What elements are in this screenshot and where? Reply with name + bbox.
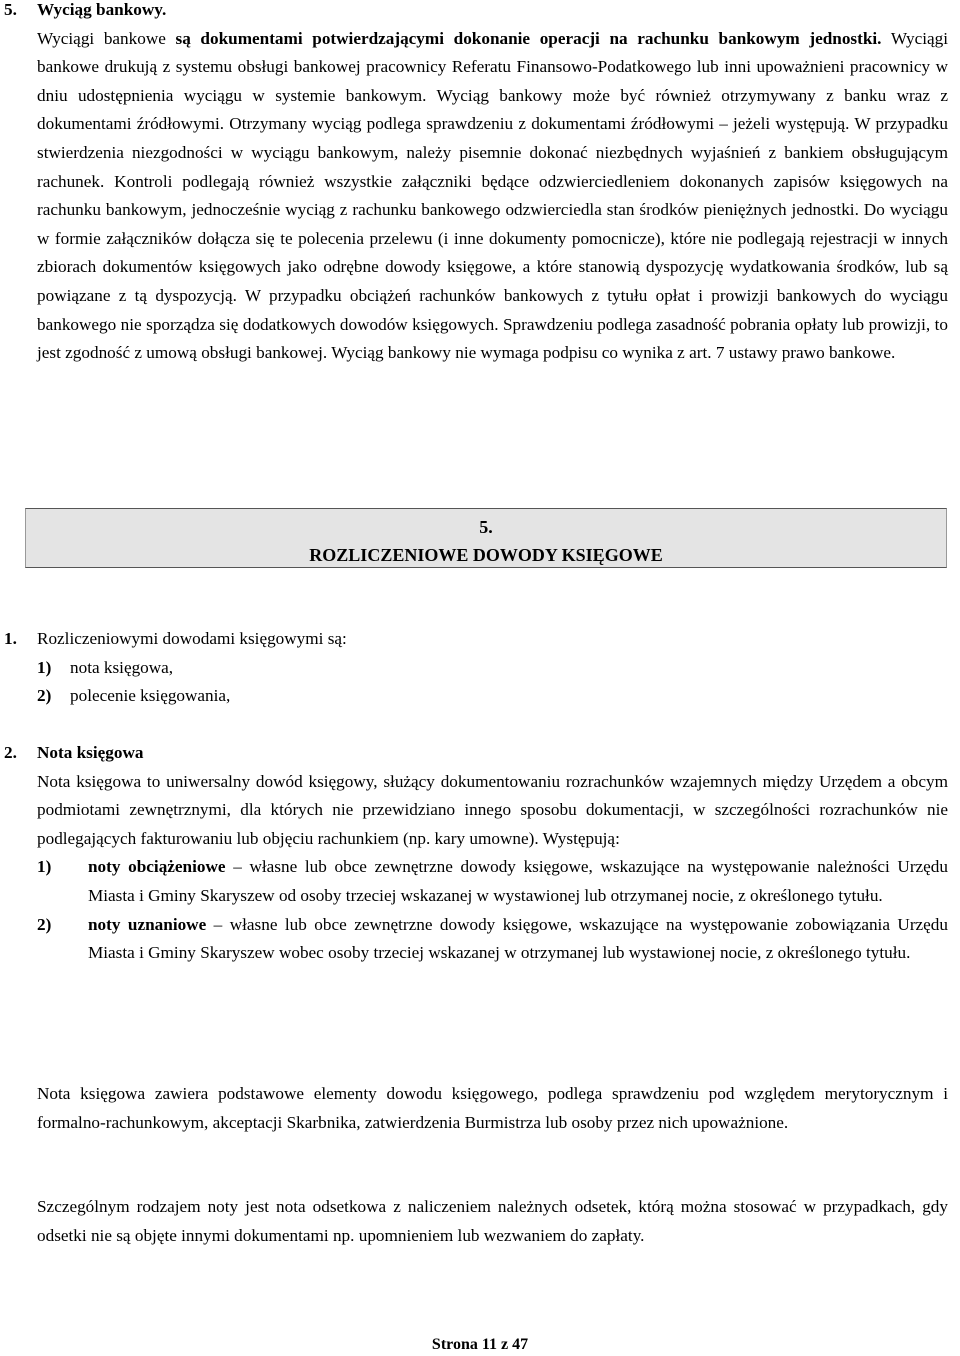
- item-2-sub-2-description: – własne lub obce zewnętrzne dowody księgowe, wskazujące na występowanie zobowiązania Urzędu Miasta i Gminy Skaryszew wobec osoby trzeciej wskazanej w otrzymanej lub wystawionej nocie, z określonego tytułu.: [88, 914, 948, 963]
- note-paragraph-2: Szczególnym rodzajem noty jest nota odsetkowa z naliczeniem należnych odsetek, którą można stosować w przypadkach, gdy odsetki nie są objęte innymi dokumentami np. upomnieniem lub wezwaniem do zapłaty.: [37, 1197, 948, 1245]
- item-1-sub-1: [37, 654, 948, 683]
- item-2-sub-2-text: [88, 911, 948, 968]
- item-1-sub-1-number: 1): [37, 657, 52, 677]
- item-2-sub-1-number: 1): [37, 857, 52, 877]
- item-2-number: 2.: [4, 743, 17, 762]
- item-1-number: 1.: [4, 629, 17, 648]
- body-bold-statement: są dokumentami potwierdzającymi dokonanie operacji na rachunku bankowym jednostki.: [175, 28, 882, 48]
- item-1-text: Rozliczeniowymi dowodami księgowymi są:: [37, 629, 347, 648]
- item-2-sub-2-number: 2): [37, 914, 52, 934]
- item-1-sub-2-number: 2): [37, 686, 52, 706]
- item-1-sub-2: [37, 682, 948, 711]
- item-1-sub-2-text: polecenie księgowania,: [70, 686, 231, 706]
- section-heading: Wyciąg bankowy.: [37, 0, 167, 19]
- chapter-number: 5.: [479, 517, 493, 537]
- page-number: Strona 11 z 47: [431, 1336, 529, 1353]
- item-1: [0, 625, 960, 711]
- body-text-3: Kontroli podlegają również wszystkie załączniki będące odzwierciedleniem dokonanych zapisów księgowych na rachunku bankowym, jednocześnie wyciąg z rachunku bankowego odzwierciedla stan środków pieniężnych jednostki. Do wyciągu w formie załączników dołącza się te polecenia przelewu (i inne dokumenty pomocnicze), które nie podlegają rejestracji w innych zbiorach dokumentów księgowych jako odrębne dowody księgowe, a które stanowią dyspozycję wydatkowania środków, lub są powiązane z tą dyspozycją. W przypadku obciążeń rachunków bankowych z tytułu opłat i prowizji bankowych do wyciągu bankowego nie sporządza się dodatkowych dowodów księgowych. Sprawdzeniu podlega zasadność pobrania opłaty lub prowizji, to jest zgodność z umową obsługi bankowej. Wyciąg bankowy nie wymaga podpisu co wynika z art. 7 ustawy prawo bankowe.: [37, 171, 948, 363]
- item-2-sub-1-term: noty obciążeniowe: [88, 857, 226, 877]
- section-heading-row: [0, 0, 960, 25]
- note-paragraph-1: Nota księgowa zawiera podstawowe elementy dowodu księgowego, podlega sprawdzeniu pod względem merytorycznym i formalno-rachunkowym, akceptacji Skarbnika, zatwierdzenia Burmistrza lub osoby przez nich upoważnione.: [37, 1084, 948, 1132]
- chapter-heading-box: [25, 508, 947, 568]
- section-bank-statement: [0, 0, 960, 368]
- item-2-heading: Nota księgowa: [37, 743, 144, 762]
- body-text-1: Wyciągi bankowe drukują z systemu obsługi bankowej pracownicy Referatu Finansowo-Podatkowego lub inni upoważnieni pracownicy w dniu udostępnienia wyciągu w systemie bankowym. Wyciąg bankowy może być również otrzymywany z banku wraz z dokumentami źródłowymi. Otrzymany wyciąg podlega sprawdzeniu z dokumentami źródłowymi – jeżeli występują.: [37, 28, 948, 134]
- item-2-sub-2-term: noty uznaniowe: [88, 914, 207, 934]
- item-2-sub-1-text: [88, 853, 948, 910]
- item-2: [0, 739, 960, 968]
- item-1-heading-row: [0, 625, 960, 654]
- item-1-sub-1-text: nota księgowa,: [70, 657, 174, 677]
- item-2-sub-1: [37, 853, 948, 910]
- section-number: 5.: [4, 0, 17, 19]
- body-text-2: W przypadku stwierdzenia niezgodności w wyciągu bankowym, należy pisemnie dokonać niezbędnych wyjaśnień z bankiem obsługującym rachunek.: [37, 114, 948, 191]
- item-2-sub-1-description: – własne lub obce zewnętrzne dowody księgowe, wskazujące na występowanie należności Urzędu Miasta i Gminy Skaryszew od osoby trzeciej wskazanej w wystawionej lub otrzymanej nocie, z określonego tytułu.: [88, 857, 948, 905]
- section-body: [37, 25, 948, 368]
- item-2-sub-2: [37, 911, 948, 968]
- body-intro: Wyciągi bankowe: [37, 28, 176, 48]
- chapter-title: ROZLICZENIOWE DOWODY KSIĘGOWE: [309, 545, 663, 565]
- item-2-heading-row: [0, 739, 960, 768]
- item-2-text: Nota księgowa to uniwersalny dowód księgowy, służący dokumentowaniu rozrachunków wzajemnych między Urzędem a obcym podmiotami zewnętrznymi, dla których nie przewidziano innego sposobu dokumentacji, w szczególności rozrachunków nie podlegających fakturowaniu lub objęciu rachunkiem (np. kary umowne). Występują:: [37, 771, 948, 848]
